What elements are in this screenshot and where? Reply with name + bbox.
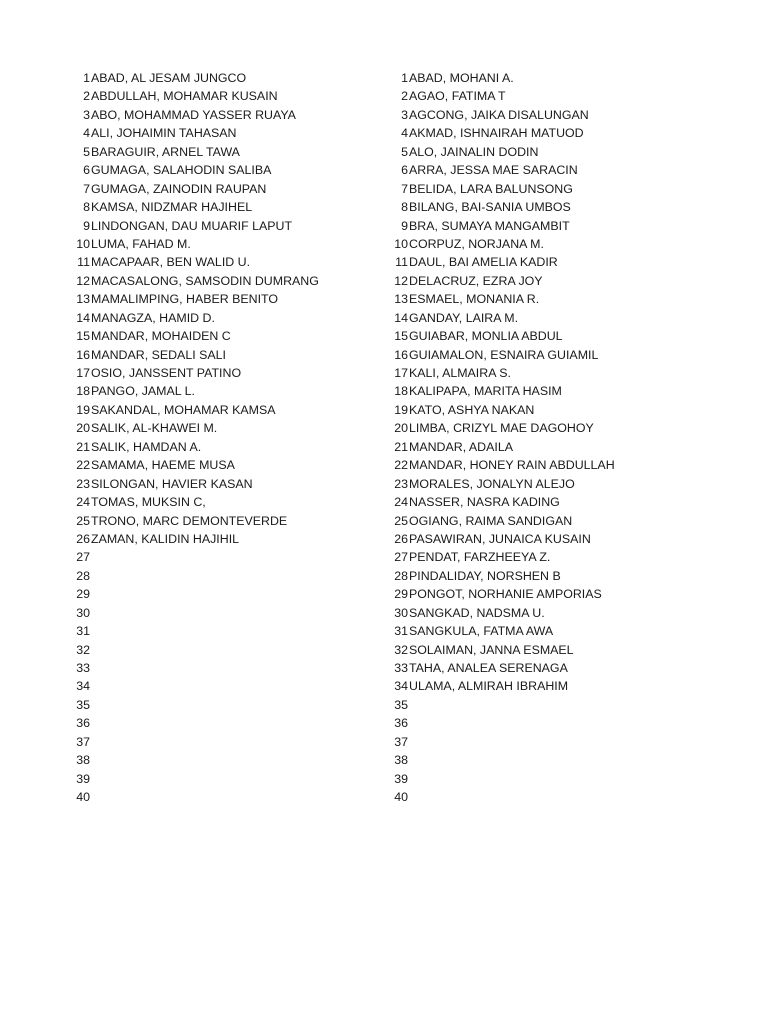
row-number: 8 (83, 200, 90, 215)
row-number: 7 (401, 181, 408, 196)
row-number: 33 (76, 661, 90, 675)
roster-row (386, 419, 716, 437)
student-name: LIMBA, CRIZYL MAE DAGOHOY (409, 421, 594, 436)
student-name: ABDULLAH, MOHAMAR KUSAIN (91, 89, 278, 104)
roster-row (68, 106, 368, 124)
row-number: 18 (76, 384, 90, 399)
student-name: LUMA, FAHAD M. (91, 236, 191, 251)
student-name: ALO, JAINALIN DODIN (409, 144, 539, 159)
roster-row (68, 659, 368, 677)
row-number: 29 (76, 587, 90, 602)
row-number: 1 (401, 71, 408, 85)
student-name: AGAO, FATIMA T (409, 89, 506, 104)
student-name: ALI, JOHAIMIN TAHASAN (91, 126, 237, 141)
row-number: 5 (83, 144, 90, 159)
row-number: 32 (76, 642, 90, 657)
row-number: 39 (394, 771, 408, 786)
roster-row (386, 733, 716, 751)
roster-row (386, 585, 716, 603)
roster-row (68, 198, 368, 216)
row-number: 32 (394, 642, 408, 657)
student-name: MACAPAAR, BEN WALID U. (91, 255, 251, 270)
row-number: 28 (394, 568, 408, 583)
student-name: AKMAD, ISHNAIRAH MATUOD (409, 126, 584, 141)
row-number: 13 (76, 292, 90, 307)
roster-row (68, 401, 368, 419)
row-number: 30 (76, 605, 90, 620)
student-name: MANDAR, ADAILA (409, 439, 513, 454)
row-number: 13 (394, 292, 408, 307)
roster-row (386, 327, 716, 345)
roster-row (386, 438, 716, 456)
row-number: 19 (394, 402, 408, 417)
student-name: MANDAR, HONEY RAIN ABDULLAH (409, 458, 615, 473)
roster-row (68, 585, 368, 603)
row-number: 3 (401, 107, 408, 122)
student-name: CORPUZ, NORJANA M. (409, 236, 544, 251)
roster-row (386, 604, 716, 622)
row-number: 28 (76, 568, 90, 583)
student-name: BARAGUIR, ARNEL TAWA (91, 144, 240, 159)
roster-row (68, 475, 368, 493)
roster-row (68, 456, 368, 474)
row-number: 20 (394, 421, 408, 436)
row-number: 36 (76, 716, 90, 731)
student-name: GUIAMALON, ESNAIRA GUIAMIL (409, 347, 599, 362)
roster-column-left (68, 69, 368, 807)
roster-row (68, 751, 368, 769)
student-name: SILONGAN, HAVIER KASAN (91, 476, 253, 491)
row-number: 14 (76, 310, 90, 325)
row-number: 9 (83, 218, 90, 233)
roster-row (386, 475, 716, 493)
student-name: BILANG, BAI-SANIA UMBOS (409, 200, 571, 215)
student-name: AGCONG, JAIKA DISALUNGAN (409, 107, 589, 122)
student-name: OGIANG, RAIMA SANDIGAN (409, 513, 573, 528)
roster-row (386, 382, 716, 400)
roster-row (68, 309, 368, 327)
row-number: 34 (76, 679, 90, 694)
row-number: 21 (76, 439, 90, 454)
roster-row (68, 364, 368, 382)
roster-row (68, 180, 368, 198)
row-number: 7 (83, 181, 90, 196)
roster-row (386, 106, 716, 124)
row-number: 22 (76, 458, 90, 473)
roster-row (68, 438, 368, 456)
roster-row (68, 604, 368, 622)
student-name: ABAD, MOHANI A. (409, 71, 514, 85)
roster-row (68, 382, 368, 400)
roster-row (68, 530, 368, 548)
row-number: 38 (76, 753, 90, 768)
row-number: 24 (76, 495, 90, 510)
roster-row (386, 622, 716, 640)
row-number: 31 (76, 624, 90, 639)
student-name: MAMALIMPING, HABER BENITO (91, 292, 279, 307)
roster-row (68, 161, 368, 179)
row-number: 14 (394, 310, 408, 325)
roster-row (386, 161, 716, 179)
roster-row (68, 512, 368, 530)
roster-row (68, 217, 368, 235)
roster-row (68, 567, 368, 585)
student-name: PINDALIDAY, NORSHEN B (409, 568, 561, 583)
student-name: SANGKULA, FATMA AWA (409, 624, 554, 639)
student-name: GUIABAR, MONLIA ABDUL (409, 329, 563, 344)
roster-row (386, 346, 716, 364)
row-number: 6 (83, 163, 90, 178)
row-number: 11 (395, 255, 408, 270)
roster-row (68, 696, 368, 714)
roster-row (386, 124, 716, 142)
row-number: 4 (401, 126, 408, 141)
row-number: 23 (76, 476, 90, 491)
row-number: 39 (76, 771, 90, 786)
student-name: ABAD, AL JESAM JUNGCO (91, 71, 247, 85)
roster-row (386, 512, 716, 530)
roster-row (68, 253, 368, 271)
roster-row (386, 253, 716, 271)
student-name: SOLAIMAN, JANNA ESMAEL (409, 642, 574, 657)
student-name: KAMSA, NIDZMAR HAJIHEL (91, 200, 253, 215)
student-name: SALIK, HAMDAN A. (91, 439, 202, 454)
student-name: SANGKAD, NADSMA U. (409, 605, 545, 620)
roster-row (386, 530, 716, 548)
roster-row (68, 714, 368, 732)
row-number: 6 (401, 163, 408, 178)
row-number: 15 (76, 329, 90, 344)
row-number: 22 (394, 458, 408, 473)
row-number: 25 (76, 513, 90, 528)
roster-row (386, 548, 716, 566)
row-number: 20 (76, 421, 90, 436)
roster-row (68, 788, 368, 806)
roster-row (386, 290, 716, 308)
student-name: TOMAS, MUKSIN C, (91, 495, 206, 510)
row-number: 33 (394, 661, 408, 675)
row-number: 37 (76, 734, 90, 749)
row-number: 17 (76, 366, 90, 380)
roster-row (68, 235, 368, 253)
student-name: GANDAY, LAIRA M. (409, 310, 519, 325)
student-name: PENDAT, FARZHEEYA Z. (409, 550, 551, 565)
row-number: 8 (401, 200, 408, 215)
row-number: 27 (394, 550, 408, 565)
roster-row (386, 87, 716, 105)
row-number: 29 (394, 587, 408, 602)
row-number: 2 (401, 89, 408, 104)
row-number: 35 (394, 697, 408, 712)
row-number: 23 (394, 476, 408, 491)
roster-row (386, 180, 716, 198)
row-number: 26 (394, 531, 408, 546)
roster-row (68, 419, 368, 437)
roster-row (386, 235, 716, 253)
row-number: 4 (83, 126, 90, 141)
row-number: 12 (394, 273, 408, 288)
student-name: KALIPAPA, MARITA HASIM (409, 384, 562, 399)
row-number: 12 (76, 273, 90, 288)
row-number: 19 (76, 402, 90, 417)
student-name: MANDAR, SEDALI SALI (91, 347, 226, 362)
student-name: DELACRUZ, EZRA JOY (409, 273, 543, 288)
student-name: ARRA, JESSA MAE SARACIN (409, 163, 578, 178)
row-number: 15 (394, 329, 408, 344)
student-name: ZAMAN, KALIDIN HAJIHIL (91, 531, 240, 546)
student-name: OSIO, JANSSENT PATINO (91, 366, 242, 380)
roster-row (386, 751, 716, 769)
roster-row (68, 641, 368, 659)
roster-row (386, 272, 716, 290)
roster-row (68, 346, 368, 364)
roster-row (386, 401, 716, 419)
student-name: LINDONGAN, DAU MUARIF LAPUT (91, 218, 293, 233)
row-number: 25 (394, 513, 408, 528)
roster-row (68, 622, 368, 640)
row-number: 31 (394, 624, 408, 639)
row-number: 3 (83, 107, 90, 122)
row-number: 16 (394, 347, 408, 362)
roster-row (386, 659, 716, 677)
roster-column-right (386, 69, 716, 807)
student-name: SAKANDAL, MOHAMAR KAMSA (91, 402, 276, 417)
roster-row (386, 493, 716, 511)
roster-row (386, 567, 716, 585)
roster-row (68, 327, 368, 345)
roster-row (386, 788, 716, 806)
student-name: SAMAMA, HAEME MUSA (91, 458, 235, 473)
student-name: MANDAR, MOHAIDEN C (91, 329, 231, 344)
row-number: 34 (394, 679, 408, 694)
roster-row (68, 548, 368, 566)
roster-row (386, 143, 716, 161)
roster-row (386, 217, 716, 235)
row-number: 17 (394, 366, 408, 380)
student-name: MACASALONG, SAMSODIN DUMRANG (91, 273, 319, 288)
student-name: ULAMA, ALMIRAH IBRAHIM (409, 679, 569, 694)
row-number: 11 (77, 255, 90, 270)
student-name: TRONO, MARC DEMONTEVERDE (91, 513, 288, 528)
student-name: BRA, SUMAYA MANGAMBIT (409, 218, 570, 233)
student-name: ESMAEL, MONANIA R. (409, 292, 540, 307)
row-number: 18 (394, 384, 408, 399)
row-number: 40 (76, 790, 90, 805)
roster-row (386, 69, 716, 87)
roster-row (68, 124, 368, 142)
roster-row (386, 309, 716, 327)
row-number: 35 (76, 697, 90, 712)
roster-row (68, 733, 368, 751)
student-name: MORALES, JONALYN ALEJO (409, 476, 575, 491)
roster-row (386, 714, 716, 732)
student-name: KATO, ASHYA NAKAN (409, 402, 535, 417)
row-number: 24 (394, 495, 408, 510)
row-number: 36 (394, 716, 408, 731)
student-name: NASSER, NASRA KADING (409, 495, 560, 510)
roster-row (386, 641, 716, 659)
student-name: SALIK, AL-KHAWEI M. (91, 421, 218, 436)
roster-row (386, 456, 716, 474)
row-number: 38 (394, 753, 408, 768)
student-name: GUMAGA, ZAINODIN RAUPAN (91, 181, 267, 196)
roster-row (68, 69, 368, 87)
student-name: BELIDA, LARA BALUNSONG (409, 181, 573, 196)
roster-row (68, 770, 368, 788)
row-number: 9 (401, 218, 408, 233)
row-number: 2 (83, 89, 90, 104)
roster-row (386, 696, 716, 714)
roster-row (68, 143, 368, 161)
row-number: 5 (401, 144, 408, 159)
row-number: 27 (76, 550, 90, 565)
row-number: 30 (394, 605, 408, 620)
row-number: 37 (394, 734, 408, 749)
student-name: DAUL, BAI AMELIA KADIR (409, 255, 558, 270)
student-name: PANGO, JAMAL L. (91, 384, 195, 399)
student-name: TAHA, ANALEA SERENAGA (409, 661, 568, 675)
student-name: ABO, MOHAMMAD YASSER RUAYA (91, 107, 296, 122)
row-number: 1 (83, 71, 90, 85)
roster-row (386, 677, 716, 695)
student-name: KALI, ALMAIRA S. (409, 366, 511, 380)
row-number: 40 (394, 790, 408, 805)
roster-row (68, 290, 368, 308)
student-name: PASAWIRAN, JUNAICA KUSAIN (409, 531, 591, 546)
student-name: GUMAGA, SALAHODIN SALIBA (91, 163, 272, 178)
roster-row (68, 677, 368, 695)
roster-row (68, 87, 368, 105)
row-number: 16 (76, 347, 90, 362)
student-name: MANAGZA, HAMID D. (91, 310, 215, 325)
roster-row (68, 493, 368, 511)
row-number: 10 (394, 236, 408, 251)
roster-row (386, 364, 716, 382)
roster-row (68, 272, 368, 290)
student-name: PONGOT, NORHANIE AMPORIAS (409, 587, 602, 602)
row-number: 26 (76, 531, 90, 546)
row-number: 21 (394, 439, 408, 454)
roster-row (386, 770, 716, 788)
row-number: 10 (76, 236, 90, 251)
roster-row (386, 198, 716, 216)
